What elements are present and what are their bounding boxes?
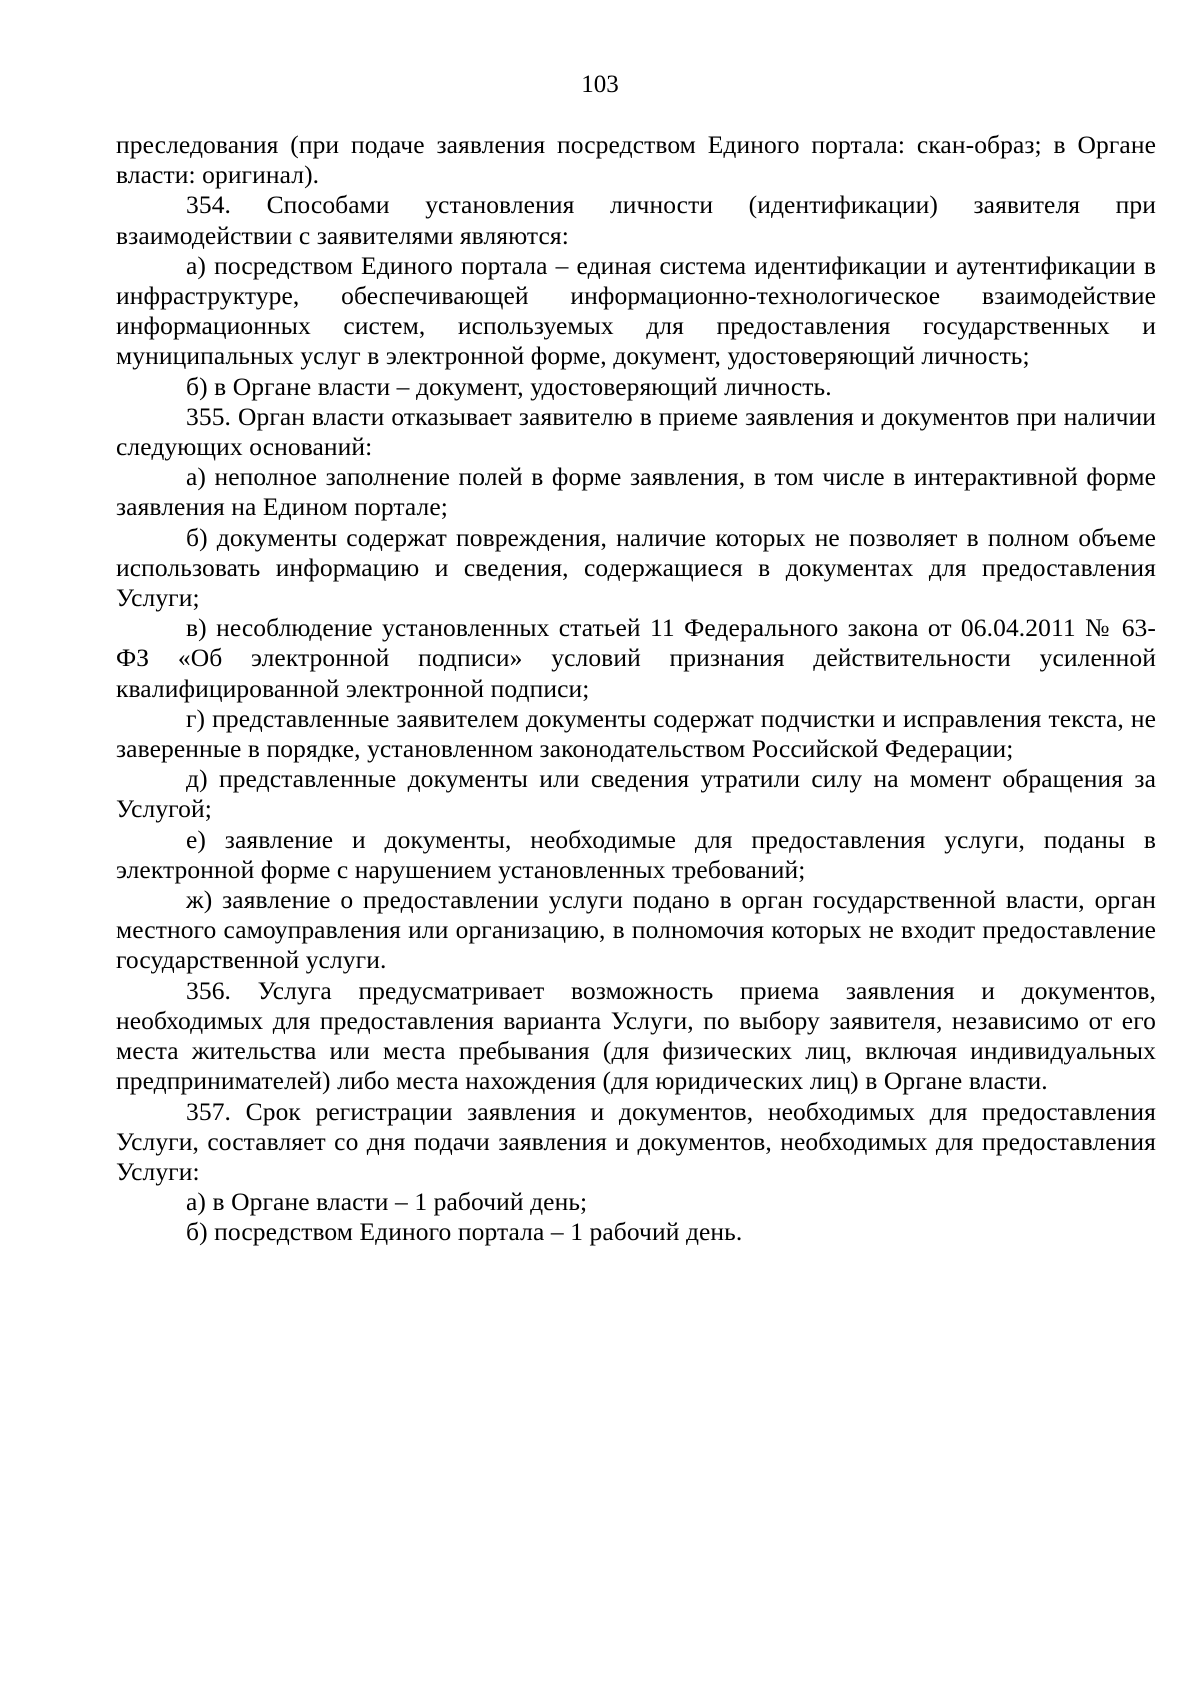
paragraph-355-v: в) несоблюдение установленных статьей 11 Федерального закона от 06.04.2011 № 63-ФЗ «Об электронной подписи» условий признания действительности усиленной квалифицированной электронной подписи; — [116, 613, 1156, 703]
paragraph-357-a: а) в Органе власти – 1 рабочий день; — [186, 1187, 588, 1217]
document-body — [116, 130, 1156, 1248]
paragraph-354-b: б) в Органе власти – документ, удостоверяющий личность. — [186, 371, 832, 401]
paragraph-357-b: б) посредством Единого портала – 1 рабочий день. — [186, 1217, 743, 1247]
paragraph-355-e: е) заявление и документы, необходимые для предоставления услуги, поданы в электронной форме с нарушением установленных требований; — [116, 824, 1156, 884]
paragraph-355-g: г) представленные заявителем документы содержат подчистки и исправления текста, не заверенные в порядке, установленном законодательством Российской Федерации; — [116, 703, 1156, 764]
paragraph-355-d: д) представленные документы или сведения утратили силу на момент обращения за Услугой; — [116, 764, 1156, 824]
paragraph-356: 356. Услуга предусматривает возможность приема заявления и документов, необходимых для предоставления варианта Услуги, по выбору заявителя, независимо от его места жительства или места пребывания (для физических лиц, включая индивидуальных предпринимателей) либо места нахождения (для юридических лиц) в Органе власти. — [116, 975, 1156, 1096]
paragraph-355-a: а) неполное заполнение полей в форме заявления, в том числе в интерактивной форме заявления на Едином портале; — [116, 462, 1156, 522]
paragraph-354: 354. Способами установления личности (идентификации) заявителя при взаимодействии с заявителями являются: — [116, 190, 1156, 250]
page-number: 103 — [581, 71, 619, 98]
paragraph-355-zh: ж) заявление о предоставлении услуги подано в орган государственной власти, орган местного самоуправления или организацию, в полномочия которых не входит предоставление государственной услуги. — [116, 885, 1156, 975]
paragraph-357: 357. Срок регистрации заявления и документов, необходимых для предоставления Услуги, составляет со дня подачи заявления и документов, необходимых для предоставления Услуги: — [116, 1096, 1156, 1186]
paragraph-355: 355. Орган власти отказывает заявителю в приеме заявления и документов при наличии следующих оснований: — [116, 401, 1156, 462]
paragraph-354-a: а) посредством Единого портала – единая система идентификации и аутентификации в инфраструктуре, обеспечивающей информационно-технологическое взаимодействие информационных систем, используемых для предоставления государственных и муниципальных услуг в электронной форме, документ, удостоверяющий личность; — [116, 250, 1156, 371]
paragraph-continuation: преследования (при подаче заявления посредством Единого портала: скан-образ; в Органе власти: оригинал). — [116, 130, 1156, 190]
paragraph-355-b: б) документы содержат повреждения, наличие которых не позволяет в полном объеме использовать информацию и сведения, содержащиеся в документах для предоставления Услуги; — [116, 522, 1156, 613]
